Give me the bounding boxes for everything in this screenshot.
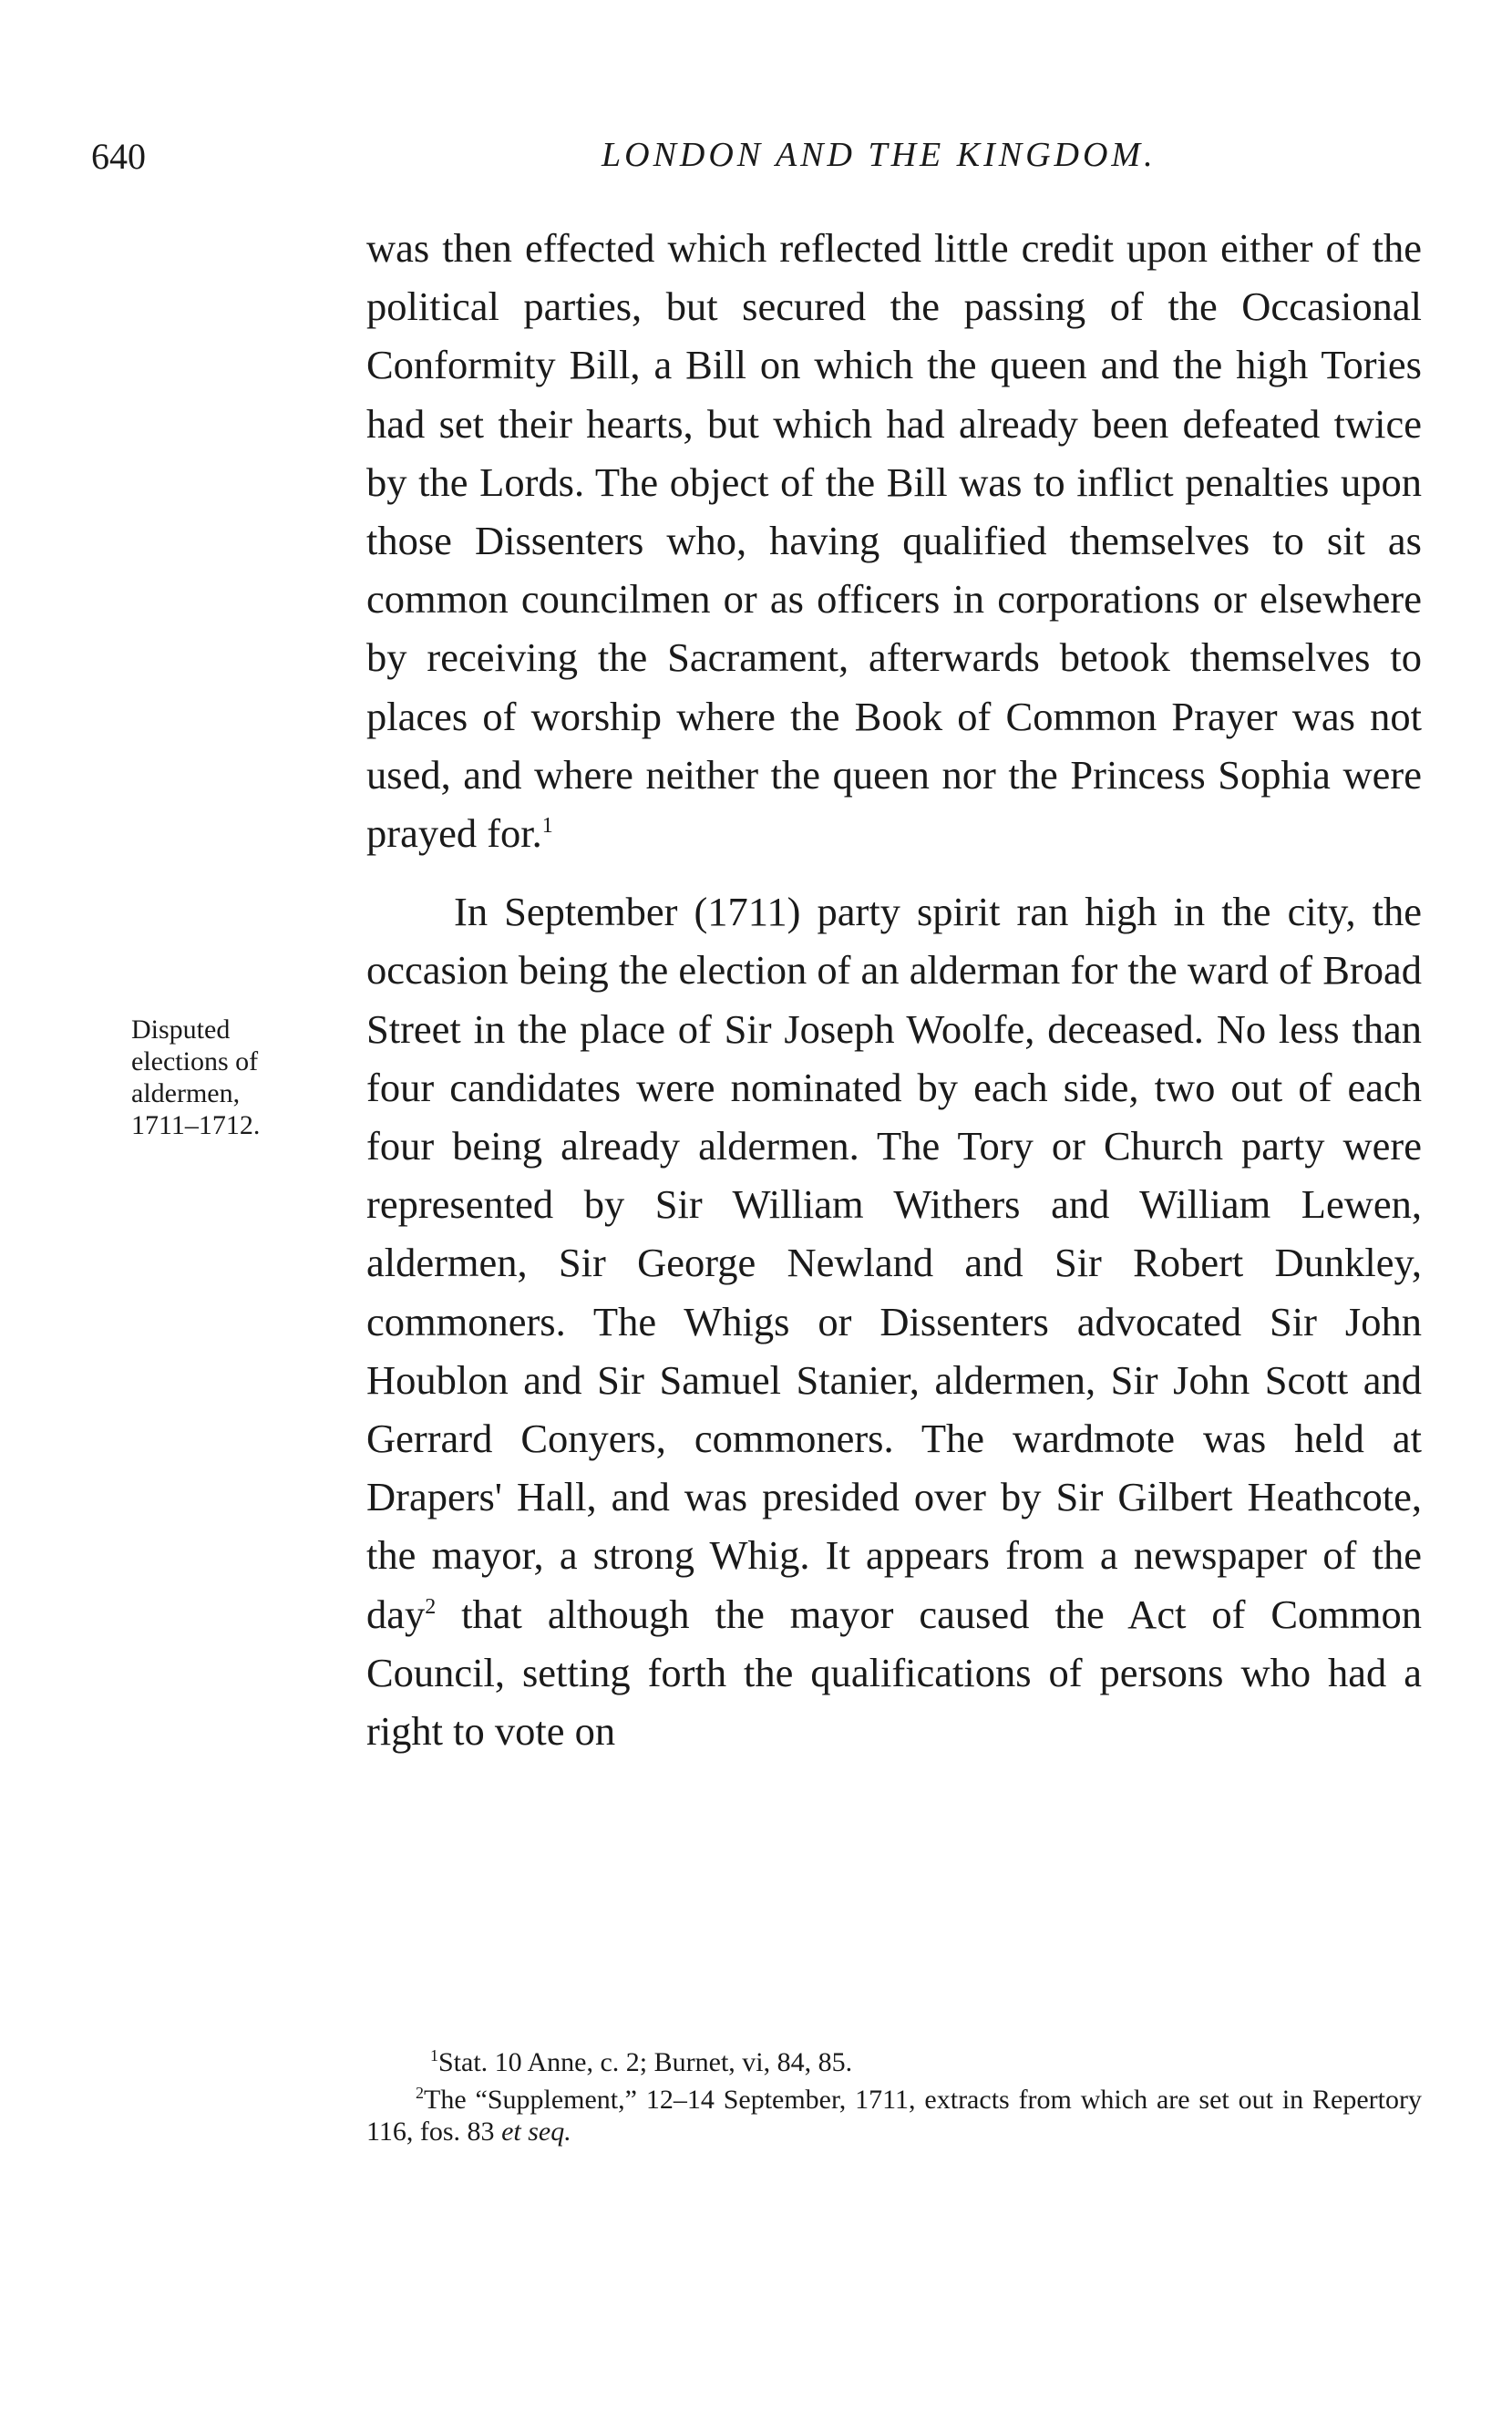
margin-note-line: aldermen, (131, 1078, 241, 1108)
paragraph-1-text: was then effected which reflected little credit upon either of the political parties, but secured the passing of the Occasional Conformity Bill, a Bill on which the queen and the high Tories had set their hearts, but which had already been defeated twice by the Lords. The object of the Bill was to inflict penalties upon those Dissenters who, having qualified themselves to sit as common councilmen or as officers in corporations or elsewhere by receiving the Sacrament, afterwards betook themselves to places of worship where the Book of Common Prayer was not used, and where neither the queen nor the Princess Sophia were prayed for. (366, 225, 1422, 857)
margin-note (131, 1014, 350, 1141)
margin-note-line: 1711–1712. (131, 1110, 261, 1140)
footnotes (366, 2046, 1422, 2153)
footnote-2-text: The “Supplement,” 12–14 September, 1711, extracts from which are set out in Repertory 116, fos. 83 (366, 2085, 1422, 2147)
paragraph-2-text-after: that although the mayor caused the Act of Common Council, setting forth the qualifications of persons who had a right to vote on (366, 1591, 1422, 1755)
paragraph-1 (366, 219, 1422, 862)
paragraph-2 (366, 882, 1422, 1760)
paragraph-2-text-before: In September (1711) party spirit ran high in the city, the occasion being the election of an alderman for the ward of Broad Street in the place of Sir Joseph Woolfe, deceased. No less than four candidates were nominated by each side, two out of each four being already aldermen. The Tory or Church party were represented by Sir William Withers and William Lewen, aldermen, Sir George Newland and Sir Robert Dunkley, commoners. The Whigs or Dissenters advocated Sir John Houblon and Sir Samuel Stanier, aldermen, Sir John Scott and Gerrard Conyers, commoners. The wardmote was held at Drapers' Hall, and was presided over by Sir Gilbert Heathcote, the mayor, a strong Whig. It appears from a newspaper of the day (366, 889, 1422, 1637)
footnote-ref-1: 1 (541, 814, 553, 839)
footnote-2 (366, 2084, 1422, 2147)
footnote-ref-2: 2 (425, 1594, 437, 1619)
margin-note-line: Disputed (131, 1014, 231, 1045)
footnote-2-italic: et seq. (501, 2116, 571, 2147)
running-title: LONDON AND THE KINGDOM. (602, 136, 1157, 174)
footnote-1-marker: 1 (430, 2046, 438, 2065)
footnote-1-text: Stat. 10 Anne, c. 2; Burnet, vi, 84, 85. (438, 2047, 853, 2077)
footnote-2-marker: 2 (416, 2084, 424, 2102)
body-text (366, 219, 1422, 1760)
margin-note-line: elections of (131, 1046, 259, 1076)
footnote-1 (366, 2046, 1422, 2078)
page-number: 640 (91, 136, 146, 177)
